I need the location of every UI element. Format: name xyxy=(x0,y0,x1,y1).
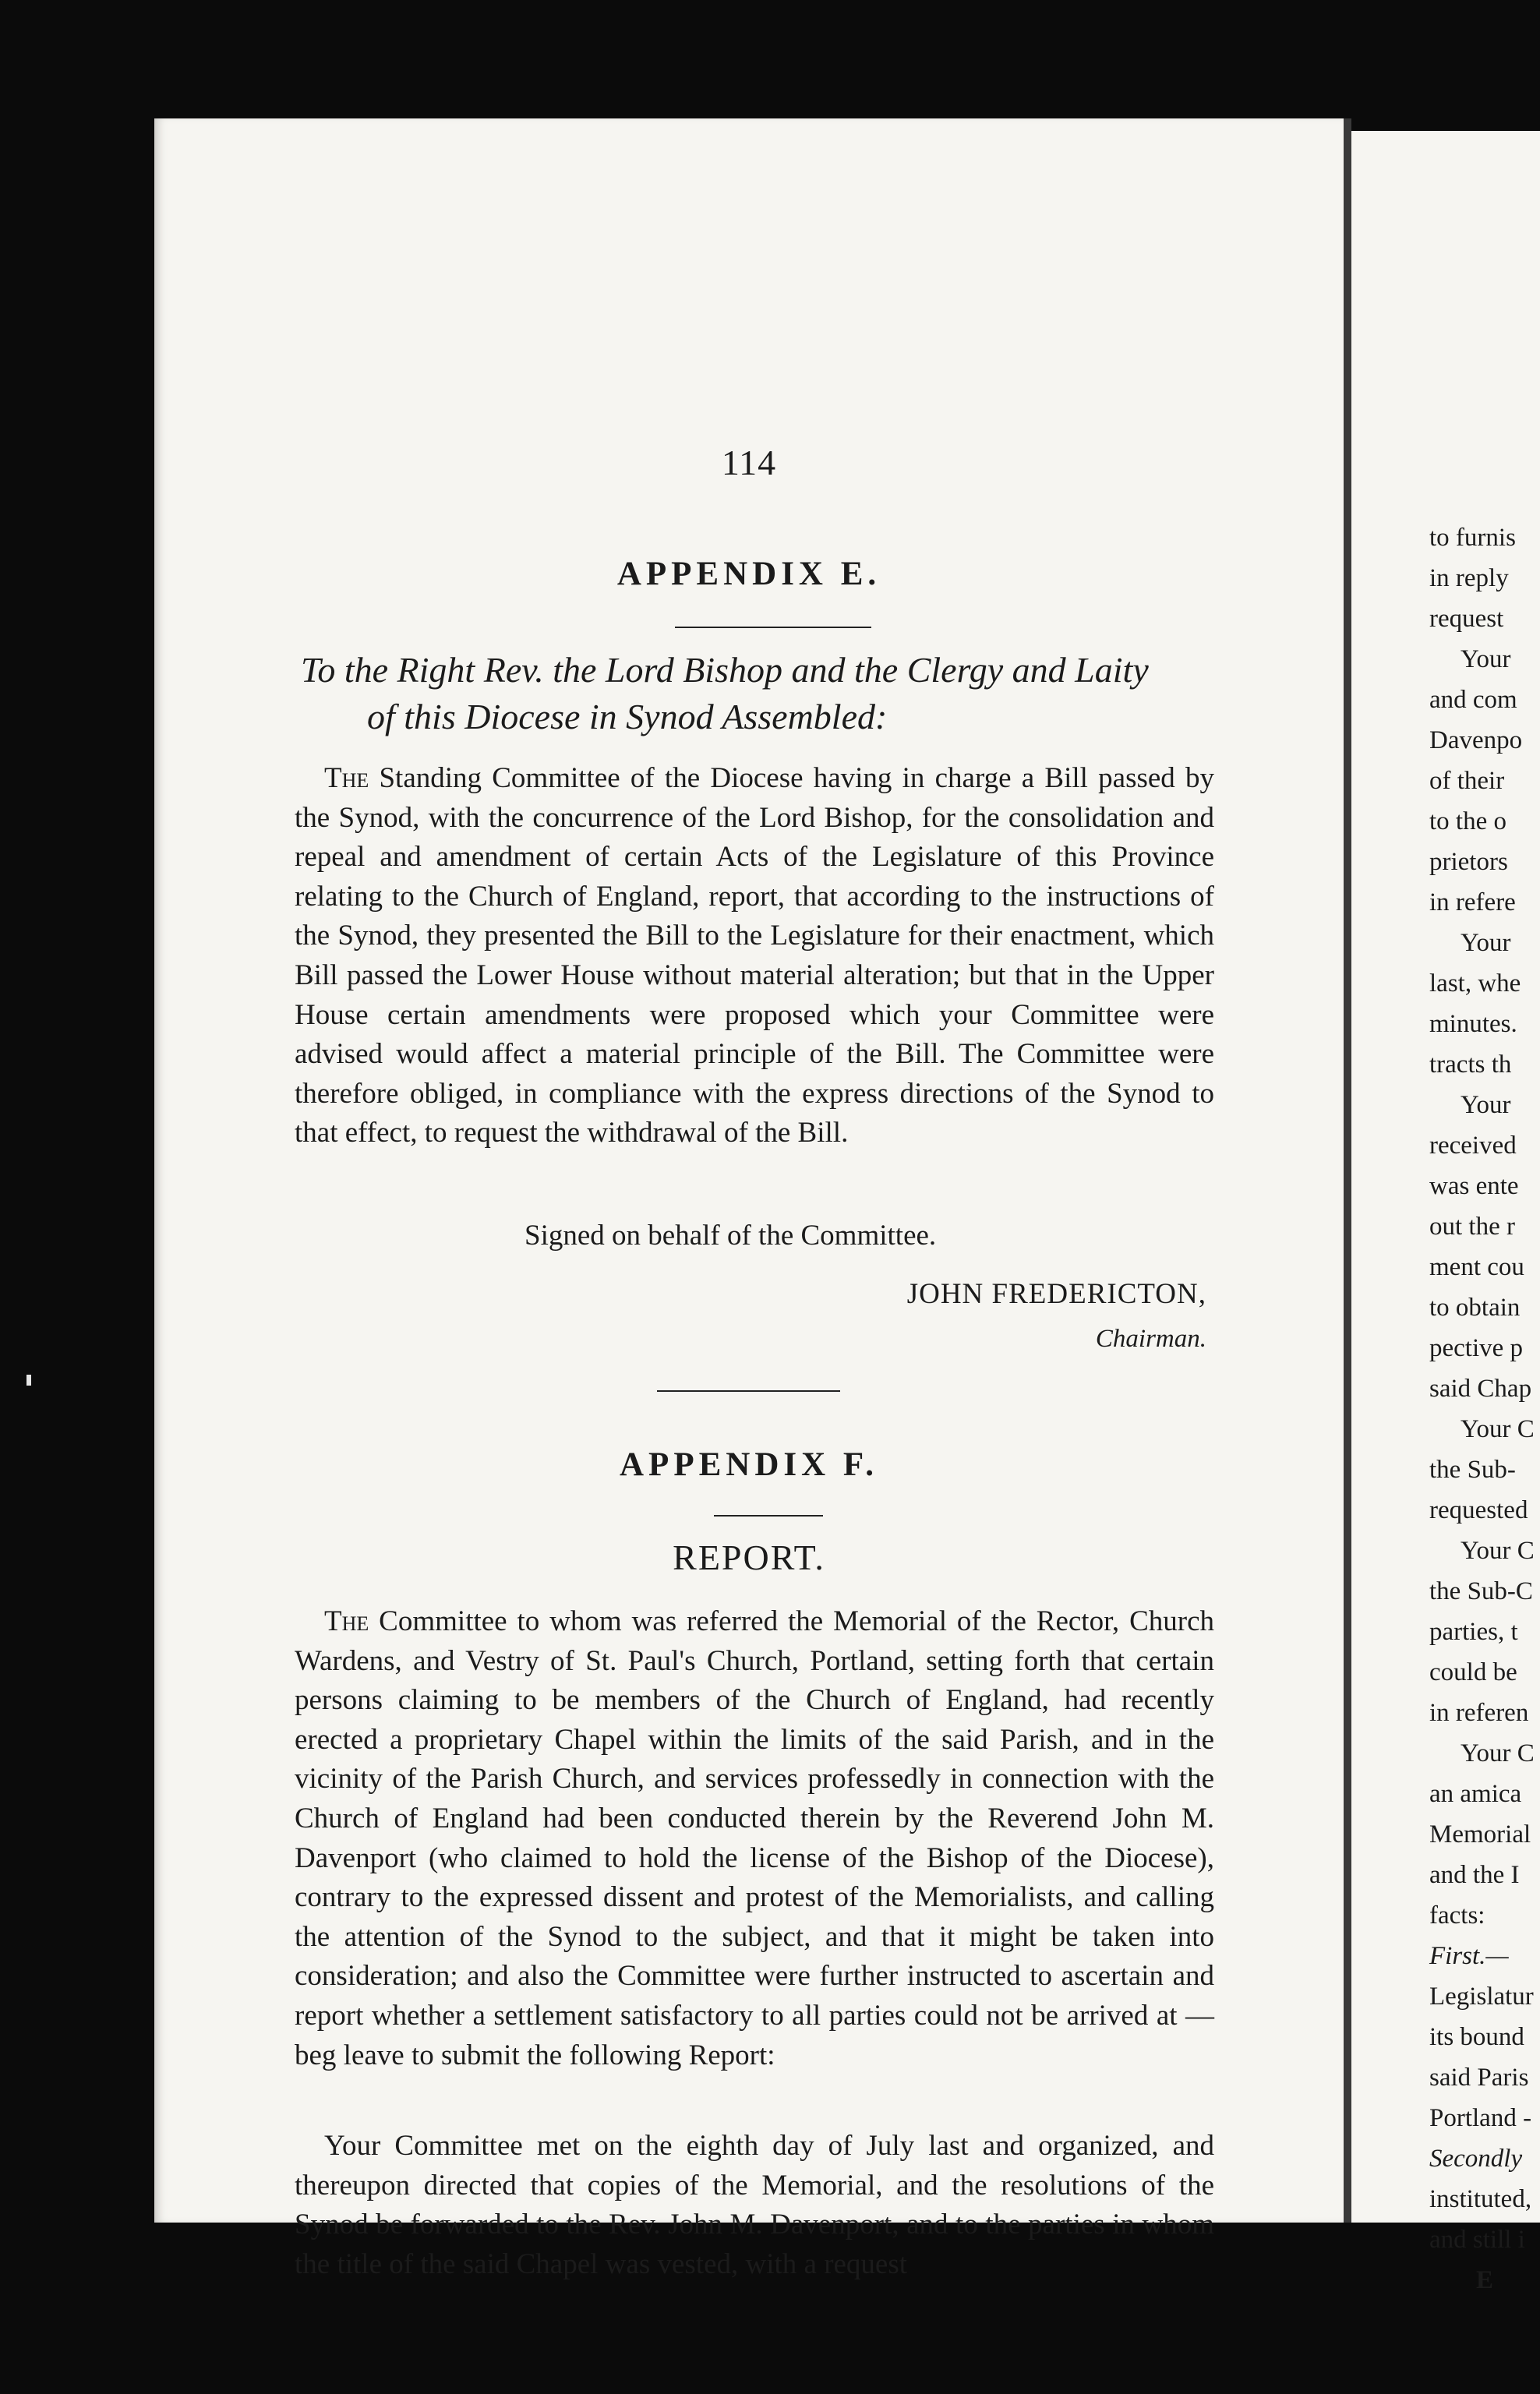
address xyxy=(301,647,1205,740)
right-page-line: out the r xyxy=(1429,1213,1515,1241)
right-page-text xyxy=(1429,517,1538,2300)
divider xyxy=(714,1515,823,1517)
right-page-line: Your xyxy=(1461,929,1511,957)
report-paragraph-2: Your Committee met on the eighth day of July last and organized, and thereupon directed that copies of the Memorial, and the resolutions of the Synod be forwarded to the Rev. John M. Davenport, and to the parties in whom the title of the said Chapel was vested, with a request xyxy=(295,2130,1214,2280)
signed-line: Signed on behalf of the Committee. xyxy=(525,1220,937,1252)
right-page-line: and still i xyxy=(1429,2226,1525,2254)
right-page-line: said Chap xyxy=(1429,1375,1532,1403)
right-page-line: ment cou xyxy=(1429,1253,1524,1281)
right-page-line: to the o xyxy=(1429,807,1506,835)
right-page-line: said Paris xyxy=(1429,2064,1529,2092)
book-page-right xyxy=(1351,131,1540,2294)
right-page-line: in referen xyxy=(1429,1699,1529,1727)
right-page-line: Memorial xyxy=(1429,1820,1531,1848)
right-page-line: of their xyxy=(1429,767,1505,795)
right-page-line: to furnis xyxy=(1429,524,1516,552)
right-page-line: requested xyxy=(1429,1496,1528,1524)
right-page-line: in reply xyxy=(1429,564,1509,592)
report-heading: REPORT. xyxy=(673,1538,825,1577)
book-gutter xyxy=(1344,118,1351,2223)
para1-lead-word: The xyxy=(324,1605,369,1637)
right-page-line: Your xyxy=(1461,645,1511,673)
right-page-line: and com xyxy=(1429,686,1517,714)
right-page-line: Your C xyxy=(1461,1537,1535,1565)
address-line-1: To the Right Rev. the Lord Bishop and the Clergy and Laity xyxy=(301,650,1149,690)
divider xyxy=(657,1390,840,1392)
right-page-line: could be xyxy=(1429,1658,1517,1686)
right-page-line: Portland - xyxy=(1429,2104,1532,2132)
appendix-e-body xyxy=(295,759,1214,1153)
right-page-line: and the I xyxy=(1429,1861,1520,1889)
right-page-line: in refere xyxy=(1429,888,1516,916)
right-page-line: facts: xyxy=(1429,1901,1485,1930)
book-page-left xyxy=(154,118,1344,2280)
right-page-line: tracts th xyxy=(1429,1050,1512,1079)
appendix-f-heading: APPENDIX F. xyxy=(620,1446,878,1483)
report-paragraph-1 xyxy=(295,1602,1214,2075)
right-page-line: parties, t xyxy=(1429,1618,1518,1646)
right-page-line: was ente xyxy=(1429,1172,1519,1200)
body-lead-word: The xyxy=(324,762,369,794)
divider xyxy=(675,627,871,628)
right-page-line: E xyxy=(1476,2266,1494,2294)
right-page-line: Your xyxy=(1461,1091,1511,1119)
right-page-line: Legislatur xyxy=(1429,1983,1534,2011)
film-speck xyxy=(26,1375,31,1386)
right-page-line: its bound xyxy=(1429,2023,1524,2051)
right-page-line: prietors xyxy=(1429,848,1508,876)
right-page-line: last, whe xyxy=(1429,969,1521,998)
right-page-line: received xyxy=(1429,1132,1517,1160)
right-page-line: Your C xyxy=(1461,1415,1535,1443)
body-text: Standing Committee of the Diocese having in charge a Bill passed by the Synod, with the concurrence of the Lord Bishop, for the consolidation and repeal and amendment of certain Acts of the Legislature of this Province relating to the Church of England, report, that according to the instructions of the Synod, they presented the Bill to the Legislature for their enactment, which Bill passed the Lower House without material alteration; but that in the Upper House certain amendments were proposed which your Committee were advised would affect a material principle of the Bill. The Committee were therefore obliged, in compliance with the express directions of the Synod to that effect, to request the withdrawal of the Bill. xyxy=(295,762,1214,1149)
right-page-line: an amica xyxy=(1429,1780,1522,1808)
right-page-line: minutes. xyxy=(1429,1010,1517,1038)
right-page-line: Your C xyxy=(1461,1739,1535,1767)
right-page-line: to obtain xyxy=(1429,1294,1521,1322)
right-page-line: the Sub- xyxy=(1429,1456,1516,1484)
right-page-line: pective p xyxy=(1429,1334,1524,1362)
right-page-line: Secondly xyxy=(1429,2145,1523,2173)
signer-title: Chairman. xyxy=(1095,1325,1206,1353)
right-page-line: First.— xyxy=(1429,1942,1509,1970)
para1-text: Committee to whom was referred the Memorial of the Rector, Church Wardens, and Vestry of St. Paul's Church, Portland, setting forth that certain persons claiming to be members of the Church of England, had recently erected a proprietary Chapel within the limits of the said Parish, and in the vicinity of the Parish Church, and services professedly in connection with the Church of England had been conducted therein by the Reverend John M. Davenport (who claimed to hold the license of the Bishop of the Diocese), contrary to the expressed dissent and protest of the Memorialists, and calling the attention of the Synod to the subject, and that it might be taken into consideration; and also the Committee were further instructed to ascertain and report whether a settlement satisfactory to all parties could not be arrived at — beg leave to submit the following Report: xyxy=(295,1605,1214,2071)
signer-name: JOHN FREDERICTON, xyxy=(906,1278,1206,1310)
right-page-line: the Sub-C xyxy=(1429,1577,1533,1605)
page-number: 114 xyxy=(721,443,777,482)
appendix-e-heading: APPENDIX E. xyxy=(616,556,881,592)
right-page-line: Davenpo xyxy=(1429,726,1523,754)
right-page-line: request xyxy=(1429,605,1504,633)
right-page-line: instituted, xyxy=(1429,2185,1532,2213)
address-line-2: of this Diocese in Synod Assembled: xyxy=(367,697,888,736)
